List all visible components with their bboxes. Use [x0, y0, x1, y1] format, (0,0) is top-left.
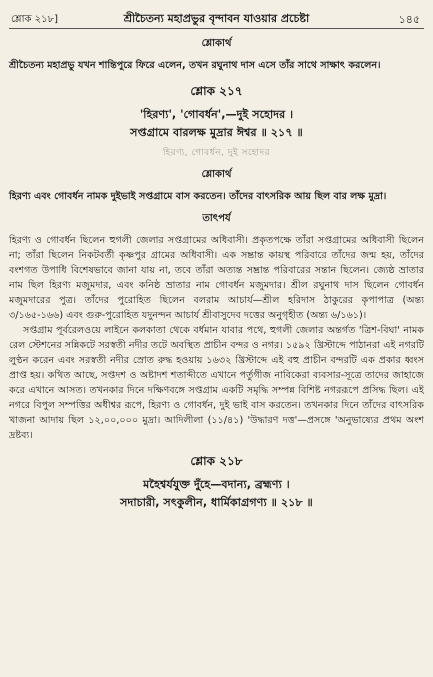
page-number: ১৪৫ [398, 13, 420, 26]
header-verse-ref: শ্লোক ২১৮] [11, 14, 59, 25]
purport-paragraph: হিরণ্য ও গোবর্ধন ছিলেন হুগলী জেলার সপ্তগ্রামের অধিবাসী। প্রকৃতপক্ষে তাঁরা সপ্তগ্রামের অধিবাসী ছিলেন না; তাঁরা ছিলেন নিকটবর্তী কৃষ্ণপুর গ্রামের অধিবাসী। এক সম্ভ্রান্ত কায়স্থ পরিবারে তাঁদের জন্ম হয়, তাঁদের বংশগত উপাধি বিশেষভাবে জানা যায় না, তবে তাঁরা অত্যন্ত সম্ভ্রান্ত পরিবারের সন্তান ছিলেন। জ্যেষ্ঠ ভ্রাতার নাম ছিল হিরণ্য মজুমদার, এবং কনিষ্ঠ ভ্রাতার নাম গোবর্ধন মজুমদার। শ্রীল রঘুনাথ দাস ছিলেন গোবর্ধন মজুমদারের পুত্র। তাঁদের পুরোহিত ছিলেন বলরাম আচার্য—শ্রীল হরিদাস ঠাকুরের কৃপাপাত্র (অন্ত্য ৩/১৬৫-১৬৬) এবং গুরু-পুরোহিত যদুনন্দন আচার্য শ্রীবাসুদেব দত্তের অনুগৃহীত (অন্ত্য ৬/১৬১)। [9, 235, 424, 321]
translation-heading: শ্লোকার্থ [201, 38, 232, 49]
bleed-through-text: হিরণ্য, গোবর্ধন, দুই সহোদর [162, 148, 271, 158]
verse-line: সপ্তগ্রামে বারলক্ষ মুদ্রার ঈশ্বর ॥ ২১৭ ॥ [130, 126, 303, 139]
purport-heading: তাৎপর্য [202, 213, 231, 224]
translation-text: শ্রীচৈতন্য মহাপ্রভু যখন শান্তিপুরে ফিরে এলেন, তখন রঘুনাথ দাস এসে তাঁর সাথে সাক্ষাৎ করলেন। [9, 60, 381, 71]
translation-heading: শ্লোকার্থ [201, 169, 232, 180]
verse-number: শ্লোক ২১৭ [190, 84, 243, 98]
purport-paragraph: সপ্তগ্রাম পূর্বরেলওয়ে লাইনে কলকাতা থেকে বর্ধমান যাবার পথে, হুগলী জেলার অন্তর্গত 'ত্রিশ-বিঘা' নামক রেল স্টেশনের সন্নিকটে সরস্বতী নদীর তটে অবস্থিত প্রাচীন বন্দর ও নগর। ১৫৯২ খ্রিস্টাব্দে পাঠানরা এই নগরটি লুণ্ঠন করেন এবং সরস্বতী নদীর স্রোত রুদ্ধ হওয়ায় ১৬৩২ খ্রিস্টাব্দে এই বহু প্রাচীন বন্দরটি এক প্রকার ধ্বংস প্রাপ্ত হয়। কথিত আছে, সপ্তদশ ও অষ্টাদশ শতাব্দীতে এখানে পর্তুগীজ নাবিকেরা ব্যবসার-সূত্রে তাদের জাহাজে করে এখানে আসত। তখনকার দিনে দক্ষিণবঙ্গে সপ্তগ্রাম একটি সমৃদ্ধি সম্পন্ন বিশিষ্ট নগররূপে প্রসিদ্ধ ছিল। এই নগরে বিপুল সম্পত্তির অধীশ্বর রূপে, হিরণ্য ও গোবর্ধন, দুই ভাই বাস করতেন। তখনকার দিনে তাঁদের বাৎসরিক খাজনা আদায় ছিল ১২,০০,০০০ মুদ্রা। আদিলীলা (১১/৪১) 'উদ্ধারণ দত্ত'—প্রসঙ্গে 'অনুভাষ্যের প্রথম অংশ দ্রষ্টব্য। [9, 325, 424, 441]
running-header [9, 6, 424, 26]
verse-line: সদাচারী, সৎকুলীন, ধার্মিকাগ্রগণ্য ॥ ২১৮ ॥ [120, 496, 313, 509]
translation-text: হিরণ্য এবং গোবর্ধন নামক দুইভাই সপ্তগ্রামে বাস করতেন। তাঁদের বাৎসরিক আয় ছিল বার লক্ষ মুদ্রা। [9, 191, 387, 202]
header-chapter-title: শ্রীচৈতন্য মহাপ্রভুর বৃন্দাবন যাওয়ার প্রচেষ্টা [123, 12, 310, 25]
verse-number: শ্লোক ২১৮ [190, 454, 243, 468]
verse-line: 'হিরণ্য', 'গোবর্ধন',—দুই সহোদর । [139, 108, 294, 121]
verse-line: মহৈশ্বর্যযুক্ত দুঁহে—বদান্য, ব্রহ্মণ্য । [143, 478, 290, 491]
